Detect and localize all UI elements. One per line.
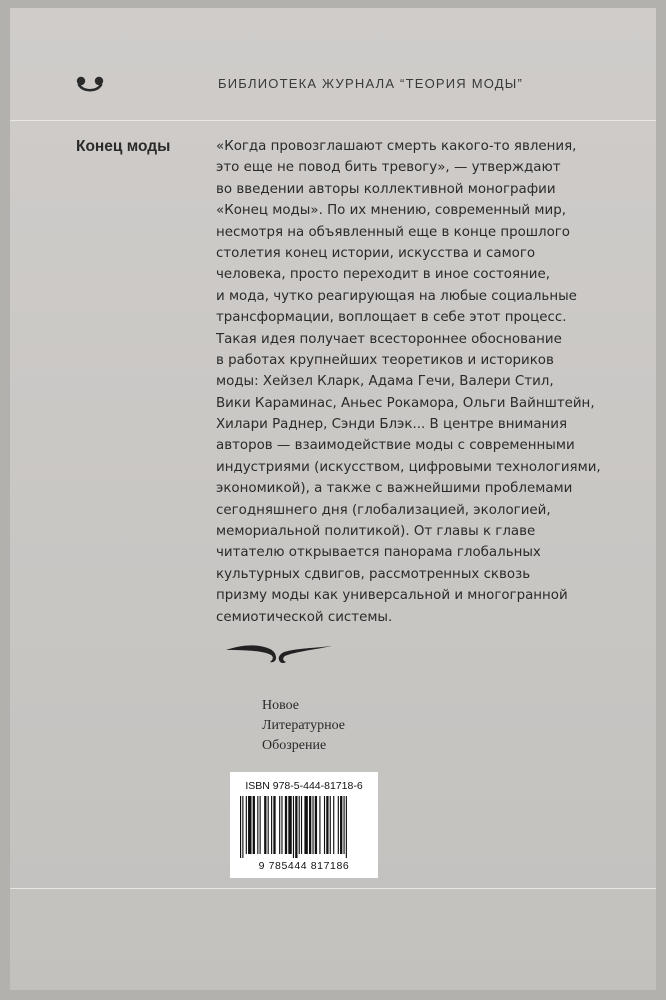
description-line: столетия конец истории, искусства и самого [216,245,536,261]
publisher-line: Новое [262,698,300,713]
description-line: и мода, чутко реагирующая на любые социальные [216,288,577,304]
barcode-bar [330,796,331,854]
description-line: Такая идея получает всестороннее обоснование [216,331,562,347]
barcode-bar [309,796,311,854]
barcode-bar [273,796,275,854]
barcode-bar [333,796,334,854]
description-line: человека, просто переходит в иное состояние, [216,267,550,283]
description-line: призму моды как универсальной и многогранной [216,588,568,604]
barcode-digits: 9 785444 817186 [258,860,350,872]
description-line: в работах крупнейших теоретиков и историков [216,352,554,368]
barcode-bar [315,796,317,854]
barcode-bar [248,796,251,854]
description-line: сегодняшнего дня (глобализацией, экологией, [216,502,551,518]
barcode-bar [242,796,243,858]
description-line: Вики Караминас, Аньес Рокамора, Ольги Вайнштейн, [216,395,595,411]
description-line: это еще не повод бить тревогу», — утверждают [216,160,561,176]
description-line: экономикой), а также с важнейшими проблемами [216,481,573,497]
description-line: культурных сдвигов, рассмотренных сквозь [216,566,531,582]
barcode-bar [346,796,347,858]
description [216,136,636,628]
isbn-text: ISBN 978-5-444-81718-6 [245,780,363,792]
flourish-ornament-icon [224,640,334,666]
barcode-bar [312,796,313,854]
description-line: «Конец моды». По их мнению, современный мир, [216,203,566,219]
barcode-bar [268,796,269,854]
barcode-bar [271,796,272,854]
barcode-bar [344,796,345,854]
barcode-bar [299,796,300,854]
barcode-bar [295,796,297,858]
description-line: мемориальной политикой). От главы к главе [216,524,536,540]
barcode-bar [264,796,266,854]
publisher-line: Литературное [262,718,345,733]
barcode-bar [288,796,291,854]
description-line: авторов — взаимодействие моды с современными [216,438,575,454]
barcode-bar [326,796,328,854]
top-divider [10,120,656,121]
barcode-bar [293,796,294,858]
publisher-name [262,696,345,756]
barcode-bar [304,796,307,854]
barcode-bar [257,796,258,854]
description-line: трансформации, воплощает в себе этот процесс. [216,310,567,326]
barcode-bar [281,796,282,854]
barcode-bar [246,796,247,854]
description-line: семиотической системы. [216,609,393,625]
book-title: Конец моды [76,138,171,155]
series-logo-icon [74,74,106,94]
barcode-bar [324,796,325,854]
description-line: во введении авторы коллективной монографии [216,181,556,197]
description-line: индустриями (искусством, цифровыми технологиями, [216,459,601,475]
description-line: читателю открывается панорама глобальных [216,545,541,561]
barcode-bar [338,796,339,854]
description-line: моды: Хейзел Кларк, Адама Гечи, Валери Стил, [216,374,554,390]
barcode-bar [301,796,302,854]
description-line: Хилари Раднер, Сэнди Блэк... В центре внимания [216,417,568,433]
series-title: БИБЛИОТЕКА ЖУРНАЛА “ТЕОРИЯ МОДЫ” [218,76,524,91]
barcode-bar [340,796,342,854]
barcode-bar [319,796,320,854]
barcode-label [230,772,378,878]
barcode-bar [285,796,287,854]
barcode-bar [260,796,261,854]
description-line: «Когда провозглашают смерть какого-то явления, [216,139,577,154]
bottom-divider [10,888,656,889]
barcode-bar [253,796,255,854]
publisher-line: Обозрение [262,738,327,753]
description-line: несмотря на объявленный еще в конце прошлого [216,224,570,240]
barcode-bar [279,796,280,854]
barcode-bar [240,796,241,858]
barcode [240,796,368,858]
